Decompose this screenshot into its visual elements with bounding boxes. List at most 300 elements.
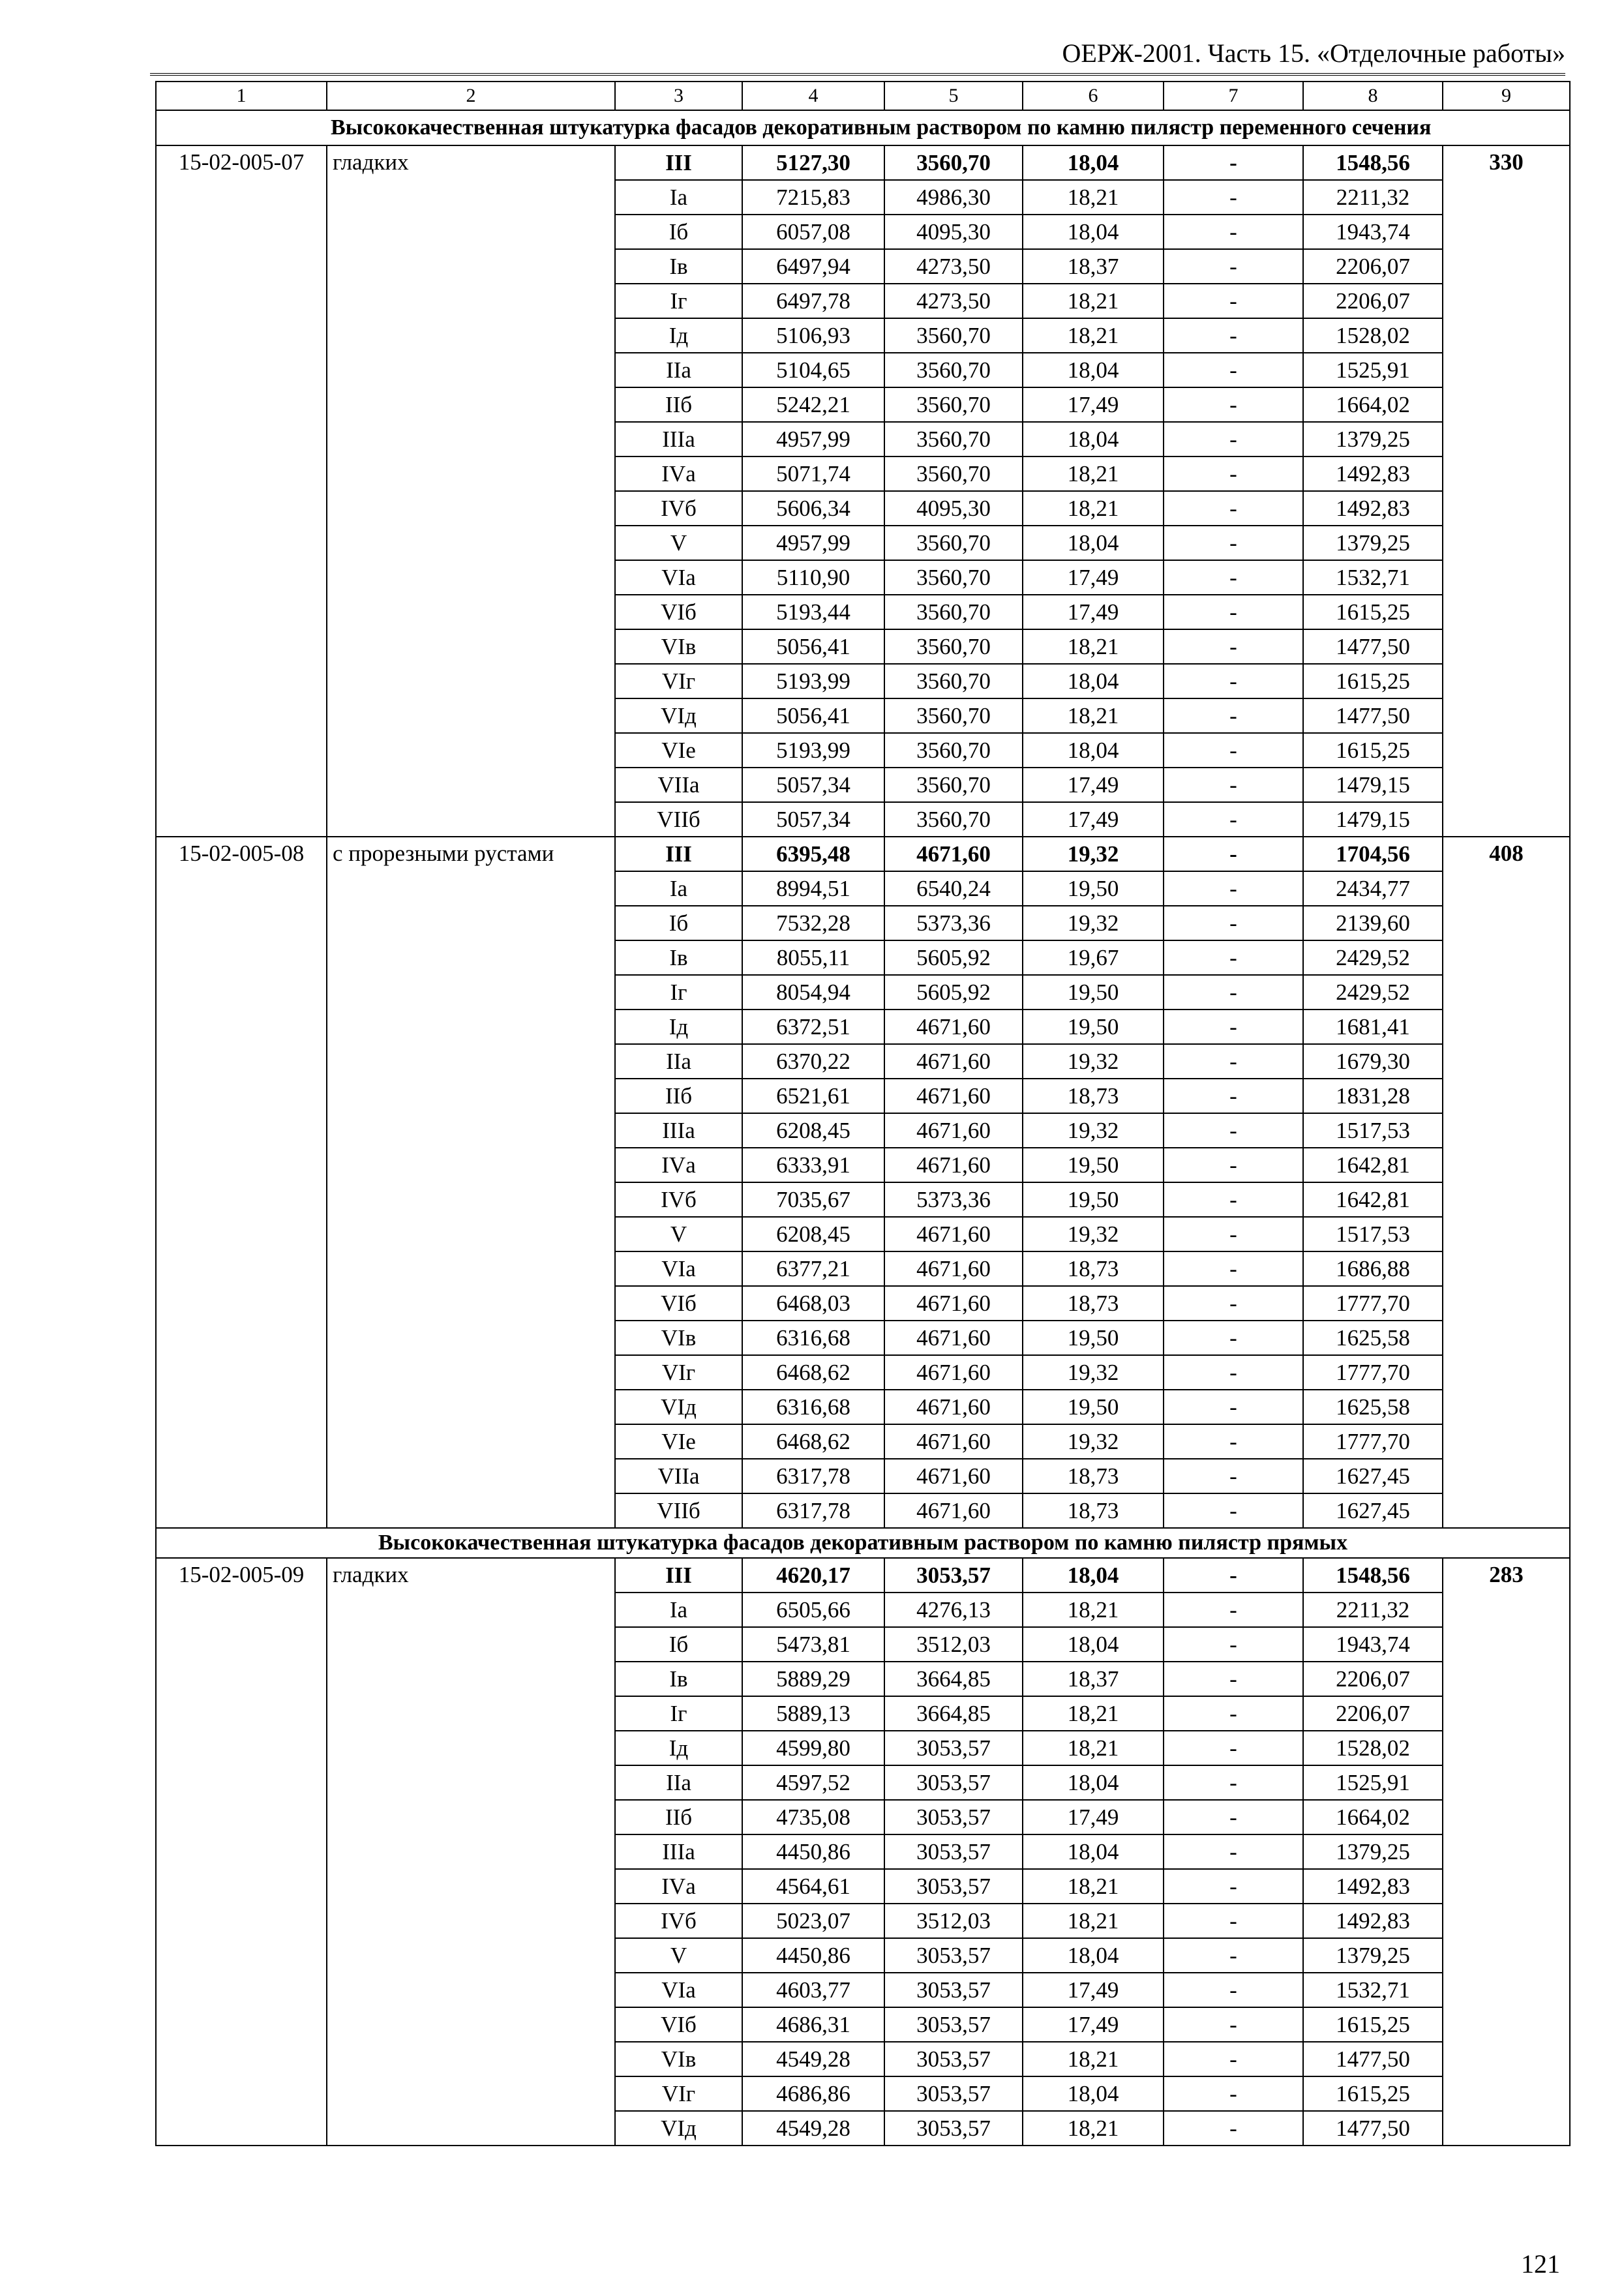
table-cell: IVа [615,1869,742,1904]
table-cell: IIб [615,387,742,422]
table-cell: 1943,74 [1303,215,1443,249]
table-cell: - [1164,560,1303,595]
table-cell: 4276,13 [884,1593,1023,1627]
table-cell: 3053,57 [884,1973,1023,2007]
table-cell: 5373,36 [884,1182,1023,1217]
table-cell: 18,73 [1023,1286,1164,1321]
table-cell: VIв [615,2042,742,2076]
table-cell: - [1164,906,1303,940]
table-cell: - [1164,1731,1303,1765]
table-cell: 17,49 [1023,2007,1164,2042]
table-cell: 1642,81 [1303,1182,1443,1217]
table-cell: 19,32 [1023,906,1164,940]
table-cell: IVб [615,491,742,526]
table-cell: 4273,50 [884,284,1023,318]
entry-code: 15-02-005-07 [156,145,327,837]
table-cell: VIа [615,560,742,595]
table-cell: 3053,57 [884,2007,1023,2042]
table-cell: 4671,60 [884,1148,1023,1182]
table-cell: 4686,31 [742,2007,884,2042]
page-number: 121 [1521,2249,1560,2279]
table-cell: 2429,52 [1303,975,1443,1010]
table-cell: 8054,94 [742,975,884,1010]
table-cell: Iб [615,1627,742,1662]
table-cell: V [615,1217,742,1251]
table-cell: 2434,77 [1303,871,1443,906]
table-cell: 6468,62 [742,1355,884,1390]
table-cell: - [1164,871,1303,906]
table-cell: VIг [615,1355,742,1390]
table-cell: 6317,78 [742,1459,884,1493]
table-cell: 2211,32 [1303,180,1443,215]
table-cell: 1525,91 [1303,1765,1443,1800]
table-cell: IIIа [615,1113,742,1148]
table-cell: 1615,25 [1303,733,1443,768]
table-cell: 4671,60 [884,1424,1023,1459]
table-cell: 5193,99 [742,733,884,768]
table-cell: VIв [615,629,742,664]
table-cell: 6317,78 [742,1493,884,1528]
table-cell: 18,73 [1023,1251,1164,1286]
table-cell: - [1164,837,1303,871]
column-number: 3 [615,82,742,110]
table-cell: 3560,70 [884,802,1023,837]
table-cell: 6316,68 [742,1321,884,1355]
table-cell: Iг [615,975,742,1010]
table-cell: 18,04 [1023,664,1164,698]
table-cell: 6372,51 [742,1010,884,1044]
table-cell: 18,04 [1023,145,1164,180]
table-cell: 4095,30 [884,491,1023,526]
table-cell: 1477,50 [1303,698,1443,733]
table-cell: 19,50 [1023,871,1164,906]
table-cell: 1627,45 [1303,1493,1443,1528]
column-number: 8 [1303,82,1443,110]
entry-total: 408 [1443,837,1570,1528]
entry-name: с прорезными рустами [327,837,615,1528]
table-cell: 4095,30 [884,215,1023,249]
table-cell: 5056,41 [742,629,884,664]
table-cell: 5242,21 [742,387,884,422]
table-cell: 1777,70 [1303,1286,1443,1321]
table-cell: 6468,62 [742,1424,884,1459]
table-cell: 5889,29 [742,1662,884,1696]
table-cell: III [615,837,742,871]
table-cell: - [1164,1286,1303,1321]
table-cell: - [1164,1321,1303,1355]
column-number: 9 [1443,82,1570,110]
table-cell: 18,04 [1023,353,1164,387]
table-cell: 3053,57 [884,2042,1023,2076]
table-cell: 4450,86 [742,1938,884,1973]
table-cell: - [1164,1148,1303,1182]
table-cell: 19,50 [1023,1390,1164,1424]
table-cell: 18,21 [1023,1731,1164,1765]
table-cell: - [1164,1627,1303,1662]
table-cell: 18,21 [1023,698,1164,733]
table-cell: 1664,02 [1303,1800,1443,1834]
table-cell: 4671,60 [884,837,1023,871]
table-cell: 18,21 [1023,2042,1164,2076]
table-cell: 4549,28 [742,2042,884,2076]
table-cell: 5605,92 [884,975,1023,1010]
table-cell: - [1164,249,1303,284]
table-cell: 5605,92 [884,940,1023,975]
table-cell: Iа [615,871,742,906]
table-cell: 3560,70 [884,664,1023,698]
table-cell: 6395,48 [742,837,884,871]
table-cell: 4671,60 [884,1459,1023,1493]
table-cell: VIIб [615,802,742,837]
table-cell: IIIа [615,1834,742,1869]
table-cell: - [1164,1558,1303,1593]
table-cell: 19,32 [1023,1424,1164,1459]
table-cell: - [1164,1182,1303,1217]
table-cell: 4671,60 [884,1355,1023,1390]
table-cell: 3053,57 [884,2076,1023,2111]
column-number: 2 [327,82,615,110]
table-cell: - [1164,629,1303,664]
table-cell: IIа [615,1765,742,1800]
table-cell: - [1164,940,1303,975]
table-cell: 1525,91 [1303,353,1443,387]
section-title-row [156,1528,1570,1558]
table-cell: 19,50 [1023,1321,1164,1355]
table-cell: 3560,70 [884,422,1023,456]
table-cell: 6521,61 [742,1079,884,1113]
entry-code: 15-02-005-09 [156,1558,327,2146]
table-cell: IIб [615,1800,742,1834]
table-cell: 5473,81 [742,1627,884,1662]
table-cell: 17,49 [1023,1973,1164,2007]
column-number: 4 [742,82,884,110]
table-cell: 1532,71 [1303,1973,1443,2007]
table-cell: 4957,99 [742,422,884,456]
table-cell: 3560,70 [884,698,1023,733]
table-cell: 1492,83 [1303,1869,1443,1904]
table-cell: 18,21 [1023,629,1164,664]
table-cell: 3053,57 [884,1869,1023,1904]
table-cell: - [1164,1459,1303,1493]
table-cell: 17,49 [1023,595,1164,629]
table-cell: 2211,32 [1303,1593,1443,1627]
table-cell: - [1164,353,1303,387]
table-cell: 5606,34 [742,491,884,526]
table-cell: 18,21 [1023,456,1164,491]
table-cell: Iд [615,1010,742,1044]
table-cell: VIб [615,595,742,629]
table-cell: - [1164,1696,1303,1731]
table-cell: - [1164,1800,1303,1834]
table-cell: 18,37 [1023,249,1164,284]
table-cell: - [1164,284,1303,318]
table-cell: 3560,70 [884,456,1023,491]
table-cell: 1517,53 [1303,1113,1443,1148]
table-cell: 6316,68 [742,1390,884,1424]
table-cell: - [1164,1113,1303,1148]
table-cell: V [615,1938,742,1973]
table-cell: 6208,45 [742,1217,884,1251]
table-cell: 1479,15 [1303,802,1443,837]
table-cell: 6208,45 [742,1113,884,1148]
table-cell: 19,32 [1023,1217,1164,1251]
table-cell: 18,21 [1023,284,1164,318]
table-cell: 4597,52 [742,1765,884,1800]
table-cell: Iг [615,1696,742,1731]
table-cell: 19,50 [1023,1010,1164,1044]
table-cell: 1642,81 [1303,1148,1443,1182]
table-cell: 18,04 [1023,1938,1164,1973]
table-cell: 4620,17 [742,1558,884,1593]
table-cell: 17,49 [1023,1800,1164,1834]
entry-name: гладких [327,145,615,837]
table-cell: 4273,50 [884,249,1023,284]
table-cell: 18,04 [1023,2076,1164,2111]
table-cell: 4957,99 [742,526,884,560]
table-cell: - [1164,698,1303,733]
table-cell: VIд [615,2111,742,2146]
table-cell: 3053,57 [884,1938,1023,1973]
table-cell: 17,49 [1023,560,1164,595]
table-cell: 4671,60 [884,1493,1023,1528]
table-cell: 1777,70 [1303,1424,1443,1459]
table-cell: 18,04 [1023,526,1164,560]
table-cell: 19,67 [1023,940,1164,975]
table-cell: VIIа [615,1459,742,1493]
table-cell: 5889,13 [742,1696,884,1731]
entry-total: 330 [1443,145,1570,837]
table-cell: 1379,25 [1303,1834,1443,1869]
table-cell: 17,49 [1023,768,1164,802]
table-cell: 4671,60 [884,1217,1023,1251]
table-cell: 2206,07 [1303,1662,1443,1696]
column-number: 7 [1164,82,1303,110]
table-cell: 18,04 [1023,215,1164,249]
entry-name: гладких [327,1558,615,2146]
section-title: Высококачественная штукатурка фасадов декоративным раствором по камню пилястр переменного сечения [156,110,1570,145]
table-cell: IVб [615,1182,742,1217]
table-cell: 18,04 [1023,1558,1164,1593]
table-cell: 1528,02 [1303,1731,1443,1765]
table-cell: 3560,70 [884,318,1023,353]
entry-total: 283 [1443,1558,1570,2146]
table-cell: 1615,25 [1303,664,1443,698]
table-cell: 4564,61 [742,1869,884,1904]
table-cell: 6540,24 [884,871,1023,906]
table-cell: 18,04 [1023,1627,1164,1662]
table-cell: 6505,66 [742,1593,884,1627]
table-cell: 19,32 [1023,1044,1164,1079]
table-cell: 5023,07 [742,1904,884,1938]
table-cell: 6333,91 [742,1148,884,1182]
table-cell: 4671,60 [884,1044,1023,1079]
table-cell: IIа [615,353,742,387]
column-number: 5 [884,82,1023,110]
table-cell: - [1164,1662,1303,1696]
table-cell: 4671,60 [884,1390,1023,1424]
table-cell: VIа [615,1973,742,2007]
table-cell: 18,21 [1023,491,1164,526]
table-cell: - [1164,2042,1303,2076]
table-cell: 2139,60 [1303,906,1443,940]
table-cell: 19,50 [1023,975,1164,1010]
table-cell: - [1164,768,1303,802]
table-cell: 1615,25 [1303,595,1443,629]
page-header [150,34,1565,76]
section-title: Высококачественная штукатурка фасадов декоративным раствором по камню пилястр прямых [156,1528,1570,1558]
column-number: 1 [156,82,327,110]
table-cell: - [1164,318,1303,353]
entry-code: 15-02-005-08 [156,837,327,1528]
table-cell: 7035,67 [742,1182,884,1217]
table-cell: 6497,94 [742,249,884,284]
table-cell: 17,49 [1023,387,1164,422]
table-cell: 6497,78 [742,284,884,318]
table-cell: - [1164,2111,1303,2146]
table-cell: 3560,70 [884,733,1023,768]
table-cell: III [615,1558,742,1593]
table-cell: 1479,15 [1303,768,1443,802]
table-cell: 4671,60 [884,1113,1023,1148]
table-cell: - [1164,1493,1303,1528]
table-cell: 1615,25 [1303,2007,1443,2042]
table-cell: Iа [615,180,742,215]
table-cell: IVб [615,1904,742,1938]
table-cell: - [1164,1355,1303,1390]
table-cell: 1528,02 [1303,318,1443,353]
table-cell: 7532,28 [742,906,884,940]
table-cell: 5071,74 [742,456,884,491]
table-cell: 18,21 [1023,1904,1164,1938]
table-cell: 4671,60 [884,1079,1023,1113]
table-cell: 3053,57 [884,1834,1023,1869]
table-cell: 3664,85 [884,1662,1023,1696]
table-cell: 2206,07 [1303,1696,1443,1731]
table-cell: V [615,526,742,560]
table-cell: 4450,86 [742,1834,884,1869]
table-cell: - [1164,2007,1303,2042]
table-cell: VIе [615,733,742,768]
table-cell: 4549,28 [742,2111,884,2146]
table-cell: 1777,70 [1303,1355,1443,1390]
table-cell: 4671,60 [884,1251,1023,1286]
table-cell: - [1164,422,1303,456]
table-cell: 1615,25 [1303,2076,1443,2111]
table-cell: 1943,74 [1303,1627,1443,1662]
table-cell: 3560,70 [884,560,1023,595]
table-cell: 1477,50 [1303,629,1443,664]
table-cell: Iа [615,1593,742,1627]
table-cell: 8055,11 [742,940,884,975]
table-cell: VIв [615,1321,742,1355]
table-cell: IVа [615,1148,742,1182]
document-title: ОЕРЖ-2001. Часть 15. «Отделочные работы» [1062,38,1565,68]
table-cell: 5127,30 [742,145,884,180]
table-cell: - [1164,802,1303,837]
table-cell: - [1164,1973,1303,2007]
table-cell: 3664,85 [884,1696,1023,1731]
table-cell: IIIа [615,422,742,456]
table-cell: - [1164,1424,1303,1459]
table-cell: 1625,58 [1303,1390,1443,1424]
table-cell: 18,73 [1023,1459,1164,1493]
table-cell: 6377,21 [742,1251,884,1286]
table-cell: IIа [615,1044,742,1079]
column-number: 6 [1023,82,1164,110]
table-cell: 1492,83 [1303,1904,1443,1938]
table-cell: IIб [615,1079,742,1113]
table-cell: 4671,60 [884,1010,1023,1044]
table-cell: 19,32 [1023,1113,1164,1148]
table-cell: - [1164,595,1303,629]
table-cell: 1686,88 [1303,1251,1443,1286]
table-cell: 3053,57 [884,2111,1023,2146]
table-cell: - [1164,2076,1303,2111]
table-cell: 2206,07 [1303,249,1443,284]
table-cell: 8994,51 [742,871,884,906]
table-cell: - [1164,733,1303,768]
table-row [156,837,1570,871]
table-cell: - [1164,975,1303,1010]
table-cell: 18,04 [1023,1765,1164,1800]
table-cell: 3560,70 [884,629,1023,664]
table-cell: - [1164,145,1303,180]
table-cell: VIд [615,1390,742,1424]
table-cell: VIIа [615,768,742,802]
table-cell: - [1164,1765,1303,1800]
table-cell: 3512,03 [884,1904,1023,1938]
table-cell: 5104,65 [742,353,884,387]
table-cell: 1379,25 [1303,422,1443,456]
table-cell: - [1164,526,1303,560]
table-cell: 18,73 [1023,1079,1164,1113]
table-cell: 18,21 [1023,1593,1164,1627]
table-cell: - [1164,1904,1303,1938]
table-cell: 3560,70 [884,145,1023,180]
table-cell: VIIб [615,1493,742,1528]
table-cell: Iб [615,215,742,249]
table-cell: 2429,52 [1303,940,1443,975]
table-cell: 5193,99 [742,664,884,698]
table-cell: 19,50 [1023,1182,1164,1217]
table-cell: 5056,41 [742,698,884,733]
table-cell: 18,04 [1023,1834,1164,1869]
table-cell: Iб [615,906,742,940]
table-cell: 3053,57 [884,1731,1023,1765]
table-cell: - [1164,1217,1303,1251]
table-cell: 18,04 [1023,422,1164,456]
table-cell: 18,21 [1023,1869,1164,1904]
table-cell: - [1164,1010,1303,1044]
table-cell: 18,04 [1023,733,1164,768]
table-cell: - [1164,1251,1303,1286]
table-cell: 4986,30 [884,180,1023,215]
table-cell: 5193,44 [742,595,884,629]
table-cell: 1492,83 [1303,491,1443,526]
table-cell: 4735,08 [742,1800,884,1834]
table-cell: VIд [615,698,742,733]
table-cell: 1379,25 [1303,1938,1443,1973]
table-cell: 5110,90 [742,560,884,595]
table-cell: 1517,53 [1303,1217,1443,1251]
table-cell: VIе [615,1424,742,1459]
table-cell: 1548,56 [1303,145,1443,180]
table-cell: 1664,02 [1303,387,1443,422]
table-cell: Iг [615,284,742,318]
table-cell: 5057,34 [742,802,884,837]
table-cell: Iд [615,1731,742,1765]
table-cell: 4603,77 [742,1973,884,2007]
